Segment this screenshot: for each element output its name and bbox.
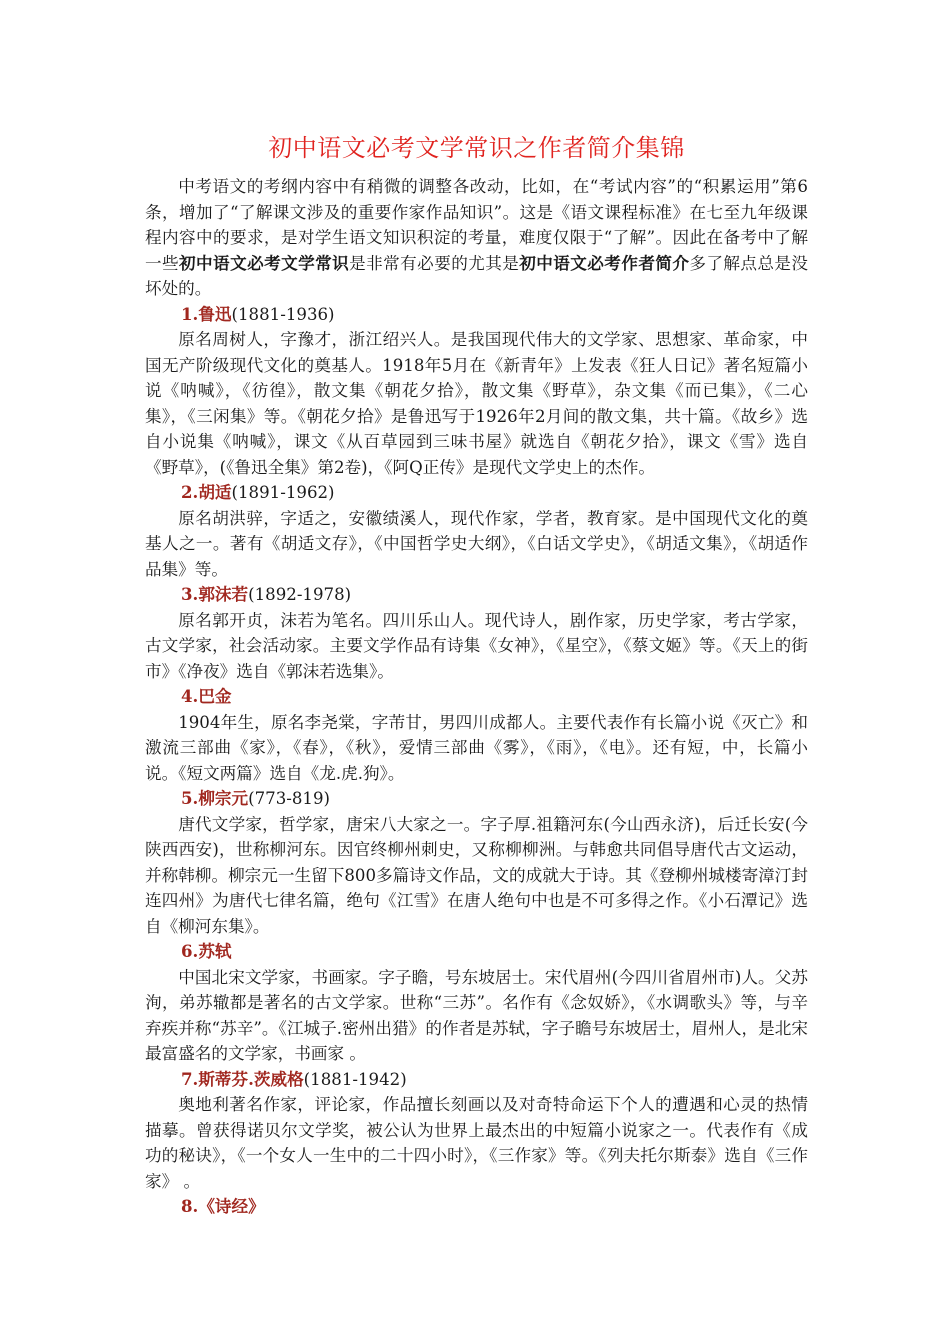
author-name: 苏轼 [198,941,232,961]
intro-text-1: 中考语文的考纲内容中有稍微的调整各改动，比如，在“考试内容”的“积累运用”第6 条，增加了“了解课文涉及的重要作家作品知识”。这是《语文课程标准》在七至九年级课程内容中的要求，是对学生语文知识积淀的考量，难度仅限于“了解”。因此在备考中了解一些 [145,177,808,273]
author-bio-guomoruo: 原名郭开贞，沫若为笔名。四川乐山人。现代诗人，剧作家，历史学家，考古学家，古文学家，社会活动家。主要文学作品有诗集《女神》，《星空》，《蔡文姬》等。《天上的街市》《净夜》选自《郭沫若选集》。 [145,610,808,681]
author-years: (1891-1962) [231,483,335,502]
author-bio-sushi: 中国北宋文学家，书画家。字子瞻，号东坡居士。宋代眉州(今四川省眉州市)人。父苏洵，弟苏辙都是著名的古文学家。世称“三苏”。名作有《念奴娇》，《水调歌头》等，与辛弃疾并称“苏辛”。《江城子.密州出猎》的作者是苏轼，字子瞻号东坡居士，眉州人，是北宋最富盛名的文学家，书画家 。 [145,967,808,1063]
author-number: 7. [181,1068,199,1089]
author-heading-zweig [145,1067,808,1093]
author-heading-hushi [145,480,808,506]
author-number: 5. [181,788,199,808]
author-heading-sushi [145,939,808,965]
author-years: (1892-1978) [248,585,352,604]
author-number: 2. [181,482,199,502]
author-name: 柳宗元 [198,788,249,808]
author-years: (773-819) [248,789,331,808]
author-number: 3. [181,584,199,604]
intro-paragraph [145,174,808,302]
author-bio-zweig: 奥地利著名作家，评论家，作品擅长刻画以及对奇特命运下个人的遭遇和心灵的热情描摹。曾获得诺贝尔文学奖，被公认为世界上最杰出的中短篇小说家之一。代表作有《成功的秘诀》，《一个女人一生中的二十四小时》，《三作家》等。《列夫托尔斯泰》选自《三作家》 。 [145,1095,808,1191]
author-heading-shijing [145,1194,808,1220]
intro-bold-1: 初中语文必考文学常识 [179,252,350,273]
author-years: (1881-1936) [231,304,335,324]
author-name: 胡适 [198,482,232,502]
author-number: 6. [181,941,199,961]
author-bio-liuzongyuan: 唐代文学家，哲学家，唐宋八大家之一。字子厚.祖籍河东(今山西永济)，后迁长安(今陕西西安)，世称柳河东。因官终柳州刺史，又称柳柳洲。与韩愈共同倡导唐代古文运动，并称韩柳。柳宗元一生留下800多篇诗文作品，文的成就大于诗。其《登柳州城楼寄漳汀封连四州》为唐代七律名篇，绝句《江雪》在唐人绝句中也是不可多得之作。《小石潭记》选自《柳河东集》。 [145,814,808,936]
author-bio-luxun: 原名周树人，字豫才，浙江绍兴人。是我国现代伟大的文学家、思想家、革命家，中国无产阶级现代文化的奠基人。1918年5月在《新青年》上发表《狂人日记》著名短篇小说《呐喊》，《彷徨》，散文集《朝花夕拾》，散文集《野草》，杂文集《而已集》，《二心集》，《三闲集》等。《朝花夕拾》是鲁迅写于1926年2月间的散文集，共十篇。《故乡》选自小说集《呐喊》，课文《从百草园到三味书屋》就选自《朝花夕拾》，课文《雪》选自《野草》，(《鲁迅全集》第2卷)，《阿Q正传》是现代文学史上的杰作。 [145,330,808,477]
author-heading-liuzongyuan [145,786,808,812]
intro-text-3: 多了解点总是没坏处的。 [145,253,809,298]
author-name: 斯蒂芬.茨威格 [198,1068,304,1089]
document-page [145,128,808,1220]
author-heading-luxun [145,302,808,328]
page-title: 初中语文必考文学常识之作者简介集锦 [268,134,685,162]
author-heading-bajin [145,684,808,710]
author-years: (1881-1942) [303,1069,407,1089]
author-heading-guomoruo [145,582,808,608]
author-name: 《诗经》 [198,1196,265,1216]
intro-text-2: 是非常有必要的尤其是 [349,253,520,273]
author-name: 鲁迅 [198,303,232,324]
author-name: 郭沫若 [198,584,249,604]
author-number: 8. [181,1196,199,1216]
author-bio-bajin: 1904年生，原名李尧棠，字芾甘，男四川成都人。主要代表作有长篇小说《灭亡》和激流三部曲《家》，《春》，《秋》，爱情三部曲《雾》，《雨》，《电》。还有短，中，长篇小说。《短文两篇》选自《龙.虎.狗》。 [145,712,808,783]
intro-bold-2: 初中语文必考作者简介 [519,252,690,273]
author-bio-hushi: 原名胡洪骍，字适之，安徽绩溪人，现代作家，学者，教育家。是中国现代文化的奠基人之一。著有《胡适文存》，《中国哲学史大纲》，《白话文学史》，《胡适文集》，《胡适作品集》等。 [145,508,808,579]
author-name: 巴金 [198,686,232,706]
author-number: 4. [181,686,199,706]
author-number: 1. [181,303,199,324]
